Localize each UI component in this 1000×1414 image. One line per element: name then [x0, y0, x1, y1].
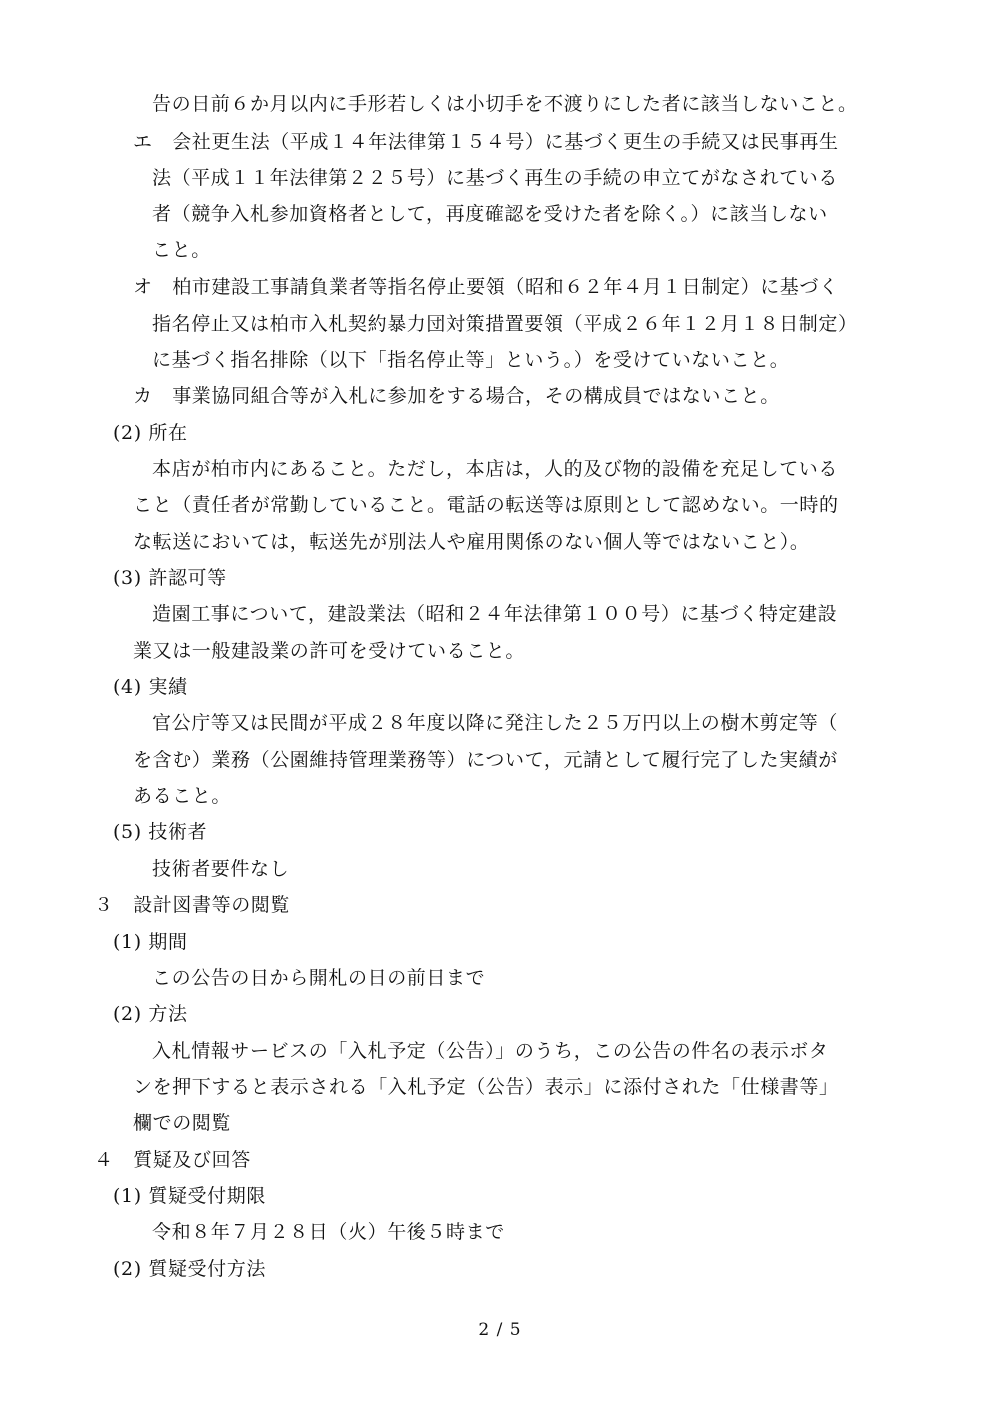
section-heading: (1) 質疑受付期限: [113, 1185, 266, 1207]
text-line: 欄での閲覧: [133, 1112, 232, 1134]
text-line: 者（競争入札参加資格者として，再度確認を受けた者を除く。）に該当しない: [152, 203, 828, 225]
text-line: 造園工事について，建設業法（昭和２４年法律第１００号）に基づく特定建設: [152, 603, 838, 625]
text-line: を含む）業務（公園維持管理業務等）について，元請として履行完了した実績が: [133, 749, 838, 771]
text-line: 官公庁等又は民間が平成２８年度以降に発注した２５万円以上の樹木剪定等（: [152, 712, 839, 734]
chapter-heading: ３ 設計図書等の閲覧: [94, 894, 291, 916]
text-line: こと（責任者が常勤していること。電話の転送等は原則として認めない。一時的: [133, 494, 839, 516]
text-line: 指名停止又は柏市入札契約暴力団対策措置要領（平成２６年１２月１８日制定）: [152, 313, 858, 335]
text-line: カ 事業協同組合等が入札に参加をする場合，その構成員ではないこと。: [133, 385, 780, 407]
section-heading: (1) 期間: [113, 931, 188, 953]
text-line: 技術者要件なし: [152, 858, 290, 880]
section-heading: (5) 技術者: [113, 821, 208, 843]
section-heading: (3) 許認可等: [113, 567, 227, 589]
text-line: な転送においては，転送先が別法人や雇用関係のない個人等ではないこと）。: [133, 531, 810, 553]
section-heading: (2) 質疑受付方法: [113, 1258, 266, 1280]
text-line: こと。: [152, 239, 211, 261]
text-line: ンを押下すると表示される「入札予定（公告）表示」に添付された「仕様書等」: [133, 1076, 839, 1098]
text-line: 令和８年７月２８日（火）午後５時まで: [152, 1221, 505, 1243]
chapter-heading: ４ 質疑及び回答: [94, 1149, 251, 1171]
text-line: に基づく指名排除（以下「指名停止等」という。）を受けていないこと。: [152, 349, 790, 371]
section-heading: (2) 所在: [113, 422, 188, 444]
text-line: 告の日前６か月以内に手形若しくは小切手を不渡りにした者に該当しないこと。: [152, 93, 858, 115]
text-line: 法（平成１１年法律第２２５号）に基づく再生の手続の申立てがなされている: [152, 167, 839, 189]
text-line: オ 柏市建設工事請負業者等指名停止要領（昭和６２年４月１日制定）に基づく: [133, 276, 839, 298]
section-heading: (4) 実績: [113, 676, 188, 698]
text-line: あること。: [133, 785, 232, 807]
page-number: 2 / 5: [478, 1320, 522, 1340]
section-heading: (2) 方法: [113, 1003, 188, 1025]
text-line: 業又は一般建設業の許可を受けていること。: [133, 640, 526, 662]
text-line: エ 会社更生法（平成１４年法律第１５４号）に基づく更生の手続又は民事再生: [133, 131, 839, 153]
text-line: 本店が柏市内にあること。ただし，本店は，人的及び物的設備を充足している: [152, 458, 839, 480]
text-line: この公告の日から開札の日の前日まで: [152, 967, 486, 989]
text-line: 入札情報サービスの「入札予定（公告）」のうち，この公告の件名の表示ボタ: [152, 1040, 829, 1062]
